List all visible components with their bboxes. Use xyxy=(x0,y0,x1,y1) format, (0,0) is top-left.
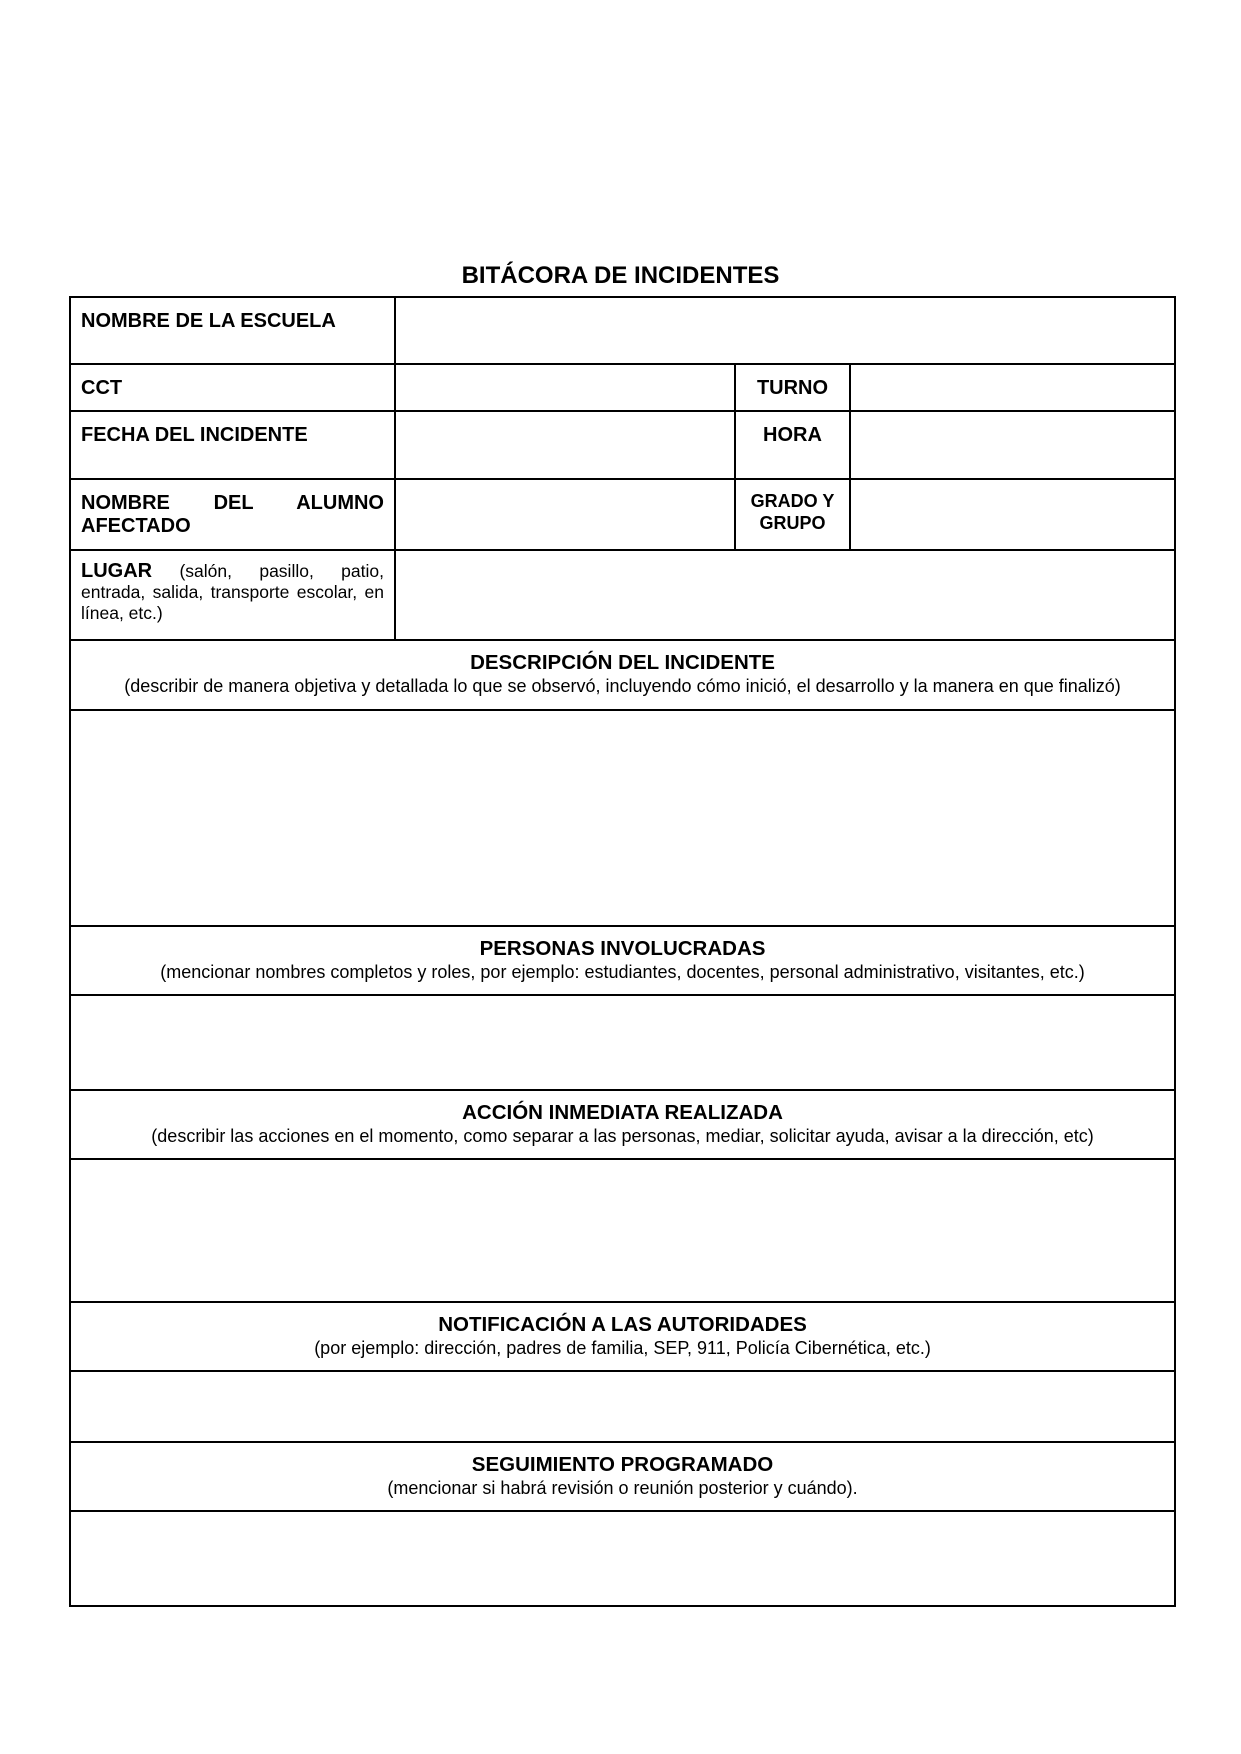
grade-group-field[interactable] xyxy=(850,479,1175,550)
people-section-header xyxy=(70,926,1175,995)
notification-section-header xyxy=(70,1302,1175,1371)
action-hint: (describir las acciones en el momento, como separar a las personas, mediar, solicitar ayuda, avisar a la dirección, etc) xyxy=(151,1126,1094,1146)
school-name-label: NOMBRE DE LA ESCUELA xyxy=(70,297,395,364)
grade-group-label xyxy=(735,479,850,550)
action-field[interactable] xyxy=(70,1159,1175,1302)
time-field[interactable] xyxy=(850,411,1175,479)
followup-heading: SEGUIMIENTO PROGRAMADO xyxy=(471,1453,774,1476)
shift-label: TURNO xyxy=(735,364,850,411)
people-field[interactable] xyxy=(70,995,1175,1090)
student-name-label-line2: AFECTADO xyxy=(81,515,191,537)
action-section-header xyxy=(70,1090,1175,1159)
place-field[interactable] xyxy=(395,550,1175,640)
incident-date-label: FECHA DEL INCIDENTE xyxy=(70,411,395,479)
followup-field[interactable] xyxy=(70,1511,1175,1606)
people-hint: (mencionar nombres completos y roles, por ejemplo: estudiantes, docentes, personal administrativo, visitantes, etc.) xyxy=(160,962,1085,982)
place-label-hint: (salón, pasillo, patio, entrada, salida, transporte escolar, en línea, etc.) xyxy=(81,561,384,623)
school-name-field[interactable] xyxy=(395,297,1175,364)
grade-group-label-line1: GRADO Y xyxy=(750,491,835,511)
notification-field[interactable] xyxy=(70,1371,1175,1442)
description-hint: (describir de manera objetiva y detallada lo que se observó, incluyendo cómo inició, el desarrollo y la manera en que finalizó) xyxy=(124,676,1121,696)
followup-section-header xyxy=(70,1442,1175,1511)
grade-group-label-line2: GRUPO xyxy=(759,513,826,533)
notification-heading: NOTIFICACIÓN A LAS AUTORIDADES xyxy=(438,1313,807,1336)
shift-field[interactable] xyxy=(850,364,1175,411)
place-label-title: LUGAR xyxy=(81,560,153,582)
followup-hint: (mencionar si habrá revisión o reunión posterior y cuándo). xyxy=(387,1478,858,1498)
time-label: HORA xyxy=(735,411,850,479)
people-heading: PERSONAS INVOLUCRADAS xyxy=(479,937,766,960)
incident-log-form xyxy=(69,296,1176,1607)
incident-date-field[interactable] xyxy=(395,411,735,479)
description-field[interactable] xyxy=(70,710,1175,926)
student-name-label-line1: NOMBRE DEL ALUMNO xyxy=(81,492,384,514)
page-title: BITÁCORA DE INCIDENTES xyxy=(461,262,780,289)
place-label xyxy=(70,550,395,640)
student-name-label xyxy=(70,479,395,550)
action-heading: ACCIÓN INMEDIATA REALIZADA xyxy=(462,1101,783,1124)
notification-hint: (por ejemplo: dirección, padres de familia, SEP, 911, Policía Cibernética, etc.) xyxy=(314,1338,931,1358)
student-name-field[interactable] xyxy=(395,479,735,550)
cct-label: CCT xyxy=(70,364,395,411)
description-heading: DESCRIPCIÓN DEL INCIDENTE xyxy=(470,651,775,674)
description-section-header xyxy=(70,640,1175,710)
cct-field[interactable] xyxy=(395,364,735,411)
